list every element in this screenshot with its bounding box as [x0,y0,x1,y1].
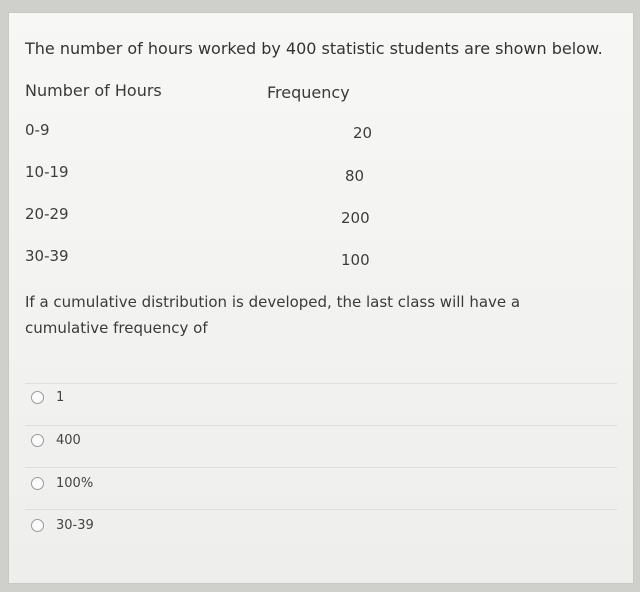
question-card [8,12,634,584]
divider [25,383,617,384]
divider [25,467,617,468]
intro-text: The number of hours worked by 400 statistic students are shown below. [25,39,603,58]
answer-option-label: 30-39 [56,517,94,533]
answer-option-100-percent[interactable] [31,473,93,493]
table-row-frequency: 80 [345,167,365,185]
answer-option-label: 100% [56,475,94,491]
divider [25,425,617,426]
radio-button[interactable] [31,434,44,447]
answer-option-label: 1 [56,389,65,405]
table-row-frequency: 100 [341,251,370,269]
table-row-frequency: 200 [341,209,370,227]
column-header-frequency: Frequency [267,83,350,102]
answer-option-30-39[interactable] [31,515,94,535]
answer-option-label: 400 [56,432,81,448]
table-row-hours: 20-29 [25,205,69,223]
radio-button[interactable] [31,391,44,404]
column-header-hours: Number of Hours [25,81,162,100]
answer-option-400[interactable] [31,430,81,450]
radio-button[interactable] [31,477,44,490]
table-row-hours: 30-39 [25,247,69,265]
table-row-hours: 0-9 [25,121,50,139]
divider [25,509,617,510]
table-row-hours: 10-19 [25,163,69,181]
question-text: If a cumulative distribution is developed, the last class will have a cumulative frequency of [25,293,521,337]
radio-button[interactable] [31,519,44,532]
answer-option-1[interactable] [31,387,64,407]
table-row-frequency: 20 [353,124,373,142]
